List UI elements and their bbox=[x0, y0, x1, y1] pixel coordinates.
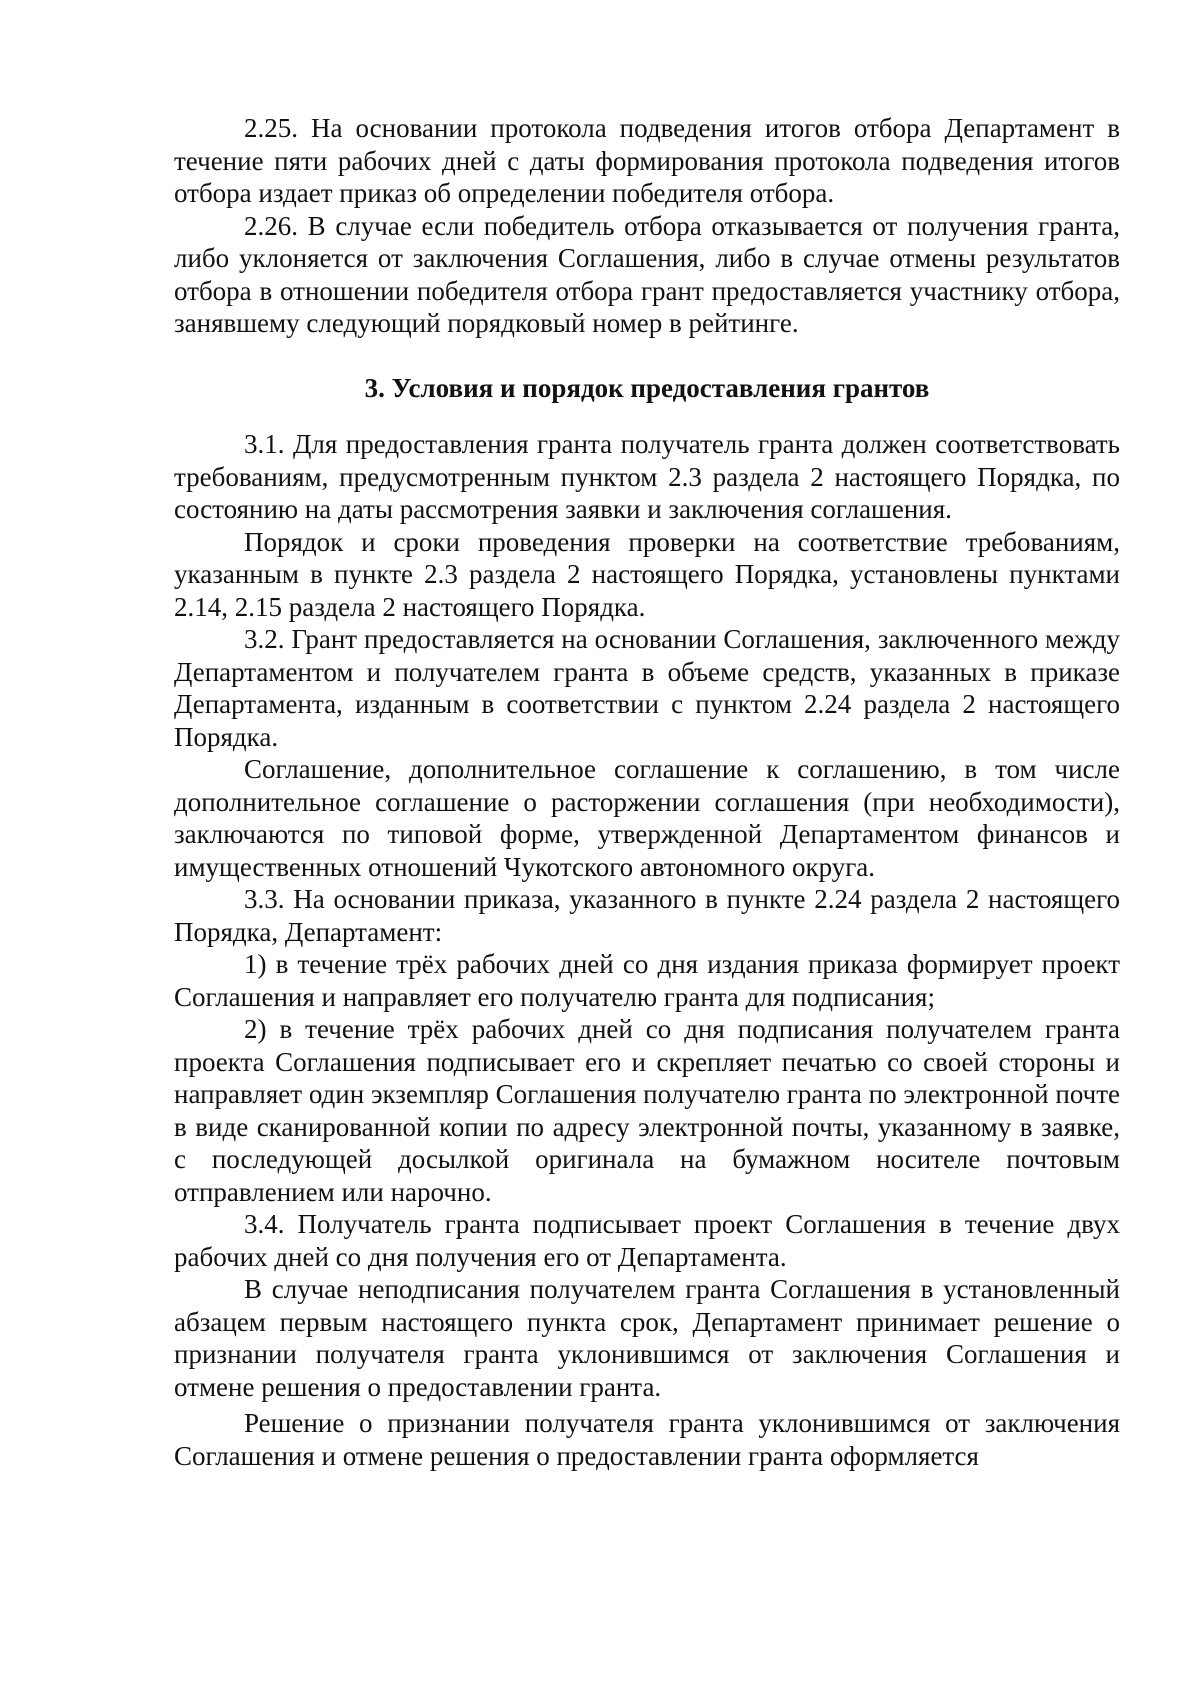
paragraph-3-3-item-2: 2) в течение трёх рабочих дней со дня подписания получателем гранта проекта Соглашения подписывает его и скрепляет печатью со своей стороны и направляет один экземпляр Соглашения получателю гранта по электронной почте в виде сканированной копии по адресу электронной почты, указанному в заявке, с последующей досылкой оригинала на бумажном носителе почтовым отправлением или нарочно. bbox=[174, 1014, 1120, 1207]
document-page bbox=[174, 112, 1120, 1472]
paragraph-3-3-item-1: 1) в течение трёх рабочих дней со дня издания приказа формирует проект Соглашения и направляет его получателю гранта для подписания; bbox=[174, 949, 1120, 1012]
paragraph-3-3: 3.3. На основании приказа, указанного в пункте 2.24 раздела 2 настоящего Порядка, Департамент: bbox=[174, 884, 1120, 947]
paragraph-3-2-agreement-form: Соглашение, дополнительное соглашение к соглашению, в том числе дополнительное соглашение о расторжении соглашения (при необходимости), заключаются по типовой форме, утвержденной Департаментом финансов и имущественных отношений Чукотского автономного округа. bbox=[174, 754, 1120, 882]
paragraph-3-1: 3.1. Для предоставления гранта получатель гранта должен соответствовать требованиям, предусмотренным пунктом 2.3 раздела 2 настоящего Порядка, по состоянию на даты рассмотрения заявки и заключения соглашения. bbox=[174, 429, 1120, 524]
paragraph-3-4-refusal: В случае неподписания получателем гранта Соглашения в установленный абзацем первым настоящего пункта срок, Департамент принимает решение о признании получателя гранта уклонившимся от заключения Соглашения и отмене решения о предоставлении гранта. bbox=[174, 1274, 1120, 1402]
paragraph-2-25: 2.25. На основании протокола подведения итогов отбора Департамент в течение пяти рабочих дней с даты формирования протокола подведения итогов отбора издает приказ об определении победителя отбора. bbox=[174, 113, 1120, 208]
paragraph-3-4-decision: Решение о признании получателя гранта уклонившимся от заключения Соглашения и отмене решения о предоставлении гранта оформляется bbox=[174, 1408, 1120, 1471]
paragraph-3-2: 3.2. Грант предоставляется на основании Соглашения, заключенного между Департаментом и получателем гранта в объеме средств, указанных в приказе Департамента, изданным в соответствии с пунктом 2.24 раздела 2 настоящего Порядка. bbox=[174, 624, 1120, 752]
paragraph-2-26: 2.26. В случае если победитель отбора отказывается от получения гранта, либо уклоняется от заключения Соглашения, либо в случае отмены результатов отбора в отношении победителя отбора грант предоставляется участнику отбора, занявшему следующий порядковый номер в рейтинге. bbox=[174, 210, 1120, 338]
section-heading: 3. Условия и порядок предоставления грантов bbox=[364, 372, 930, 403]
paragraph-3-1-verification: Порядок и сроки проведения проверки на соответствие требованиям, указанным в пункте 2.3 раздела 2 настоящего Порядка, установлены пунктами 2.14, 2.15 раздела 2 настоящего Порядка. bbox=[174, 526, 1120, 622]
paragraph-3-4: 3.4. Получатель гранта подписывает проект Соглашения в течение двух рабочих дней со дня получения его от Департамента. bbox=[174, 1209, 1120, 1272]
